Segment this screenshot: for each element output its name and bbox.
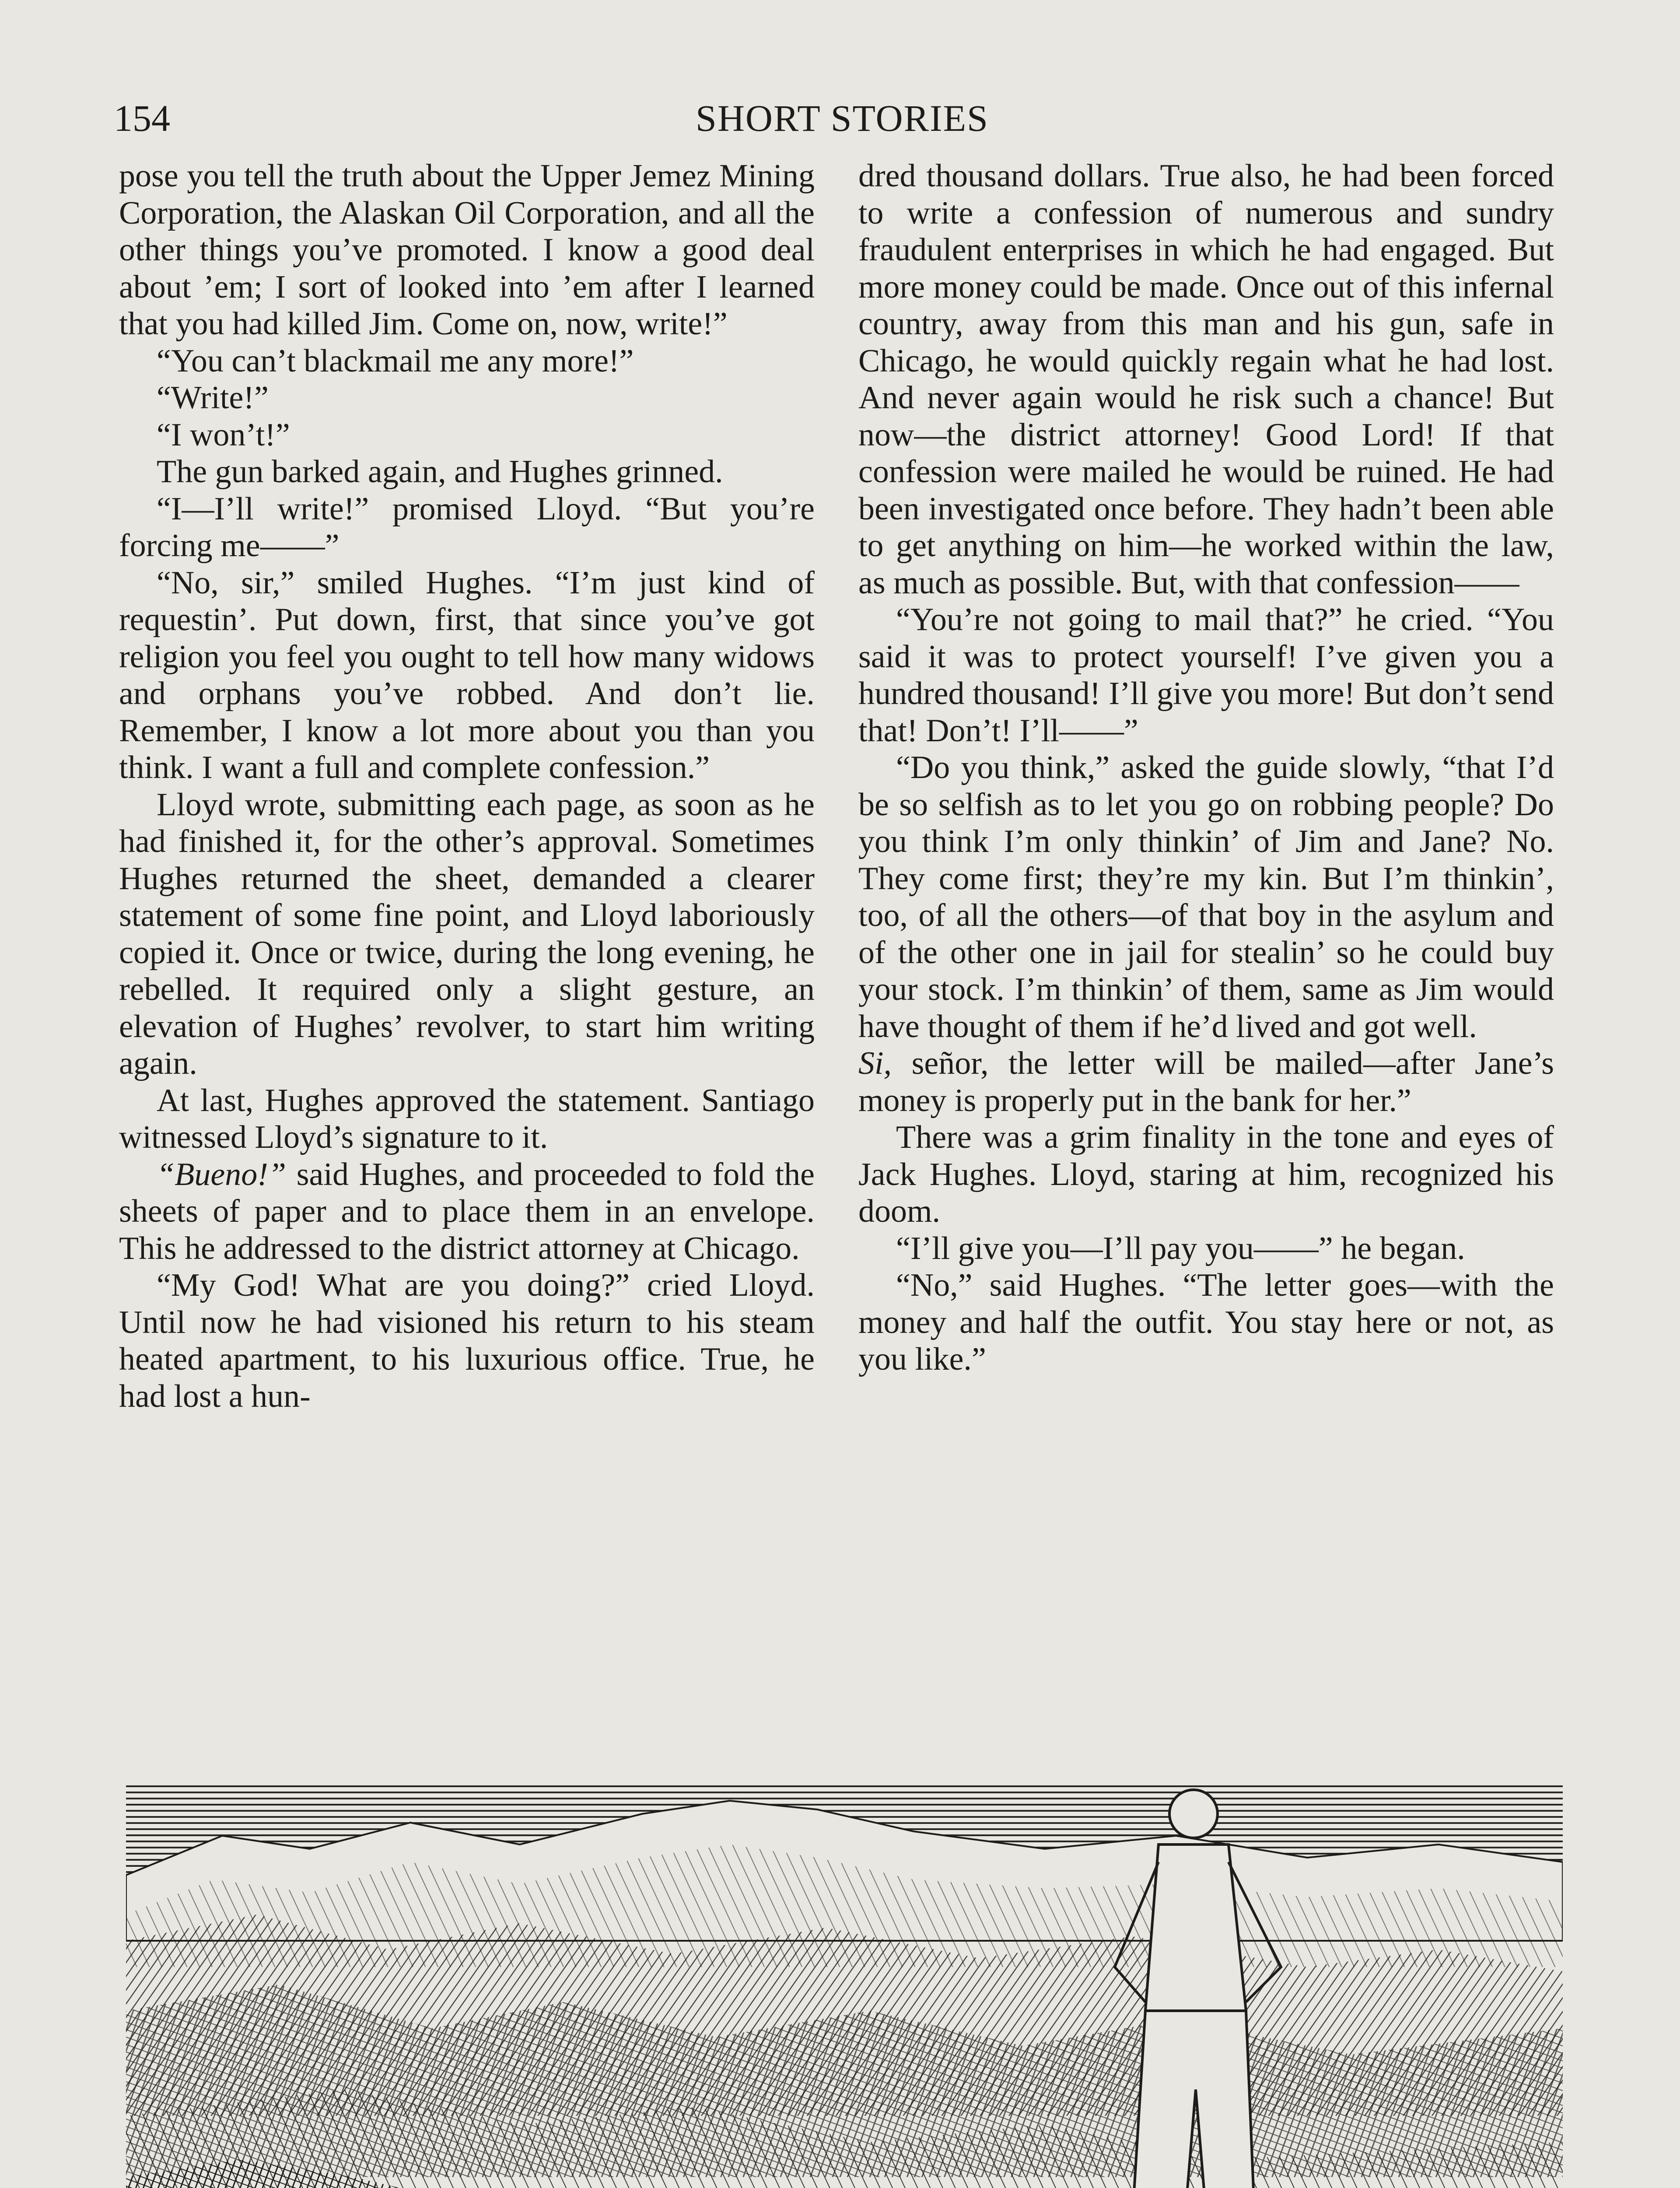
paragraph: “Do you think,” asked the guide slowly, “that I’d be so selfish as to let you go on robbing people? Do you think I’m only thinkin’ of Jim and Jane? No. They come first; they’re my kin. But I’m thinkin’, too, of all the others—of that boy in the asylum and of the other one in jail for stealin’ so he could buy your stock. I’m thinkin’ of them, same as Jim would have thought of them if he’d lived and got well. (858, 750, 1554, 1045)
paragraph: “No, sir,” smiled Hughes. “I’m just kind of requestin’. Put down, first, that since you’ve got religion you feel you ought to tell how many widows and orphans you’ve robbed. And don’t lie. Remember, I know a lot more about you than you think. I want a full and complete confession.” (119, 565, 815, 785)
paragraph-text: said Hughes, and proceeded to fold the sheets of paper and to place them in an envelope. This he addressed to the district attorney at Chicago. (119, 1156, 815, 1266)
page-number: 154 (114, 97, 170, 139)
italic-text: Si, (858, 1045, 892, 1081)
paragraph: Lloyd wrote, submitting each page, as soon as he had finished it, for the other’s approval. Sometimes Hughes returned the sheet, demanded a clearer statement of some fine point, and Lloyd laboriously copied it. Once or twice, during the long evening, he rebelled. It required only a slight gesture, an elevation of Hughes’ revolver, to start him writing again. (119, 786, 815, 1081)
paragraph: At last, Hughes approved the statement. Santiago witnessed Lloyd’s signature to it. (119, 1082, 815, 1155)
paragraph (119, 1156, 815, 1267)
paragraph (858, 1045, 1554, 1119)
paragraph: “You’re not going to mail that?” he cried. “You said it was to protect yourself! I’ve given you a hundred thousand! I’ll give you more! But don’t send that! Don’t! I’ll——” (858, 602, 1554, 749)
paragraph-text: señor, the letter will be mailed—after Jane’s money is properly put in the bank for her.” (858, 1045, 1554, 1119)
illustration-drawing (126, 1783, 1563, 2188)
running-head: SHORT STORIES (696, 97, 989, 139)
mountain-illustration (126, 1783, 1563, 2188)
paragraph: “No,” said Hughes. “The letter goes—with the money and half the outfit. You stay here or not, as you like.” (858, 1267, 1554, 1377)
right-column (858, 158, 1554, 1698)
paragraph: “My God! What are you doing?” cried Lloyd. Until now he had visioned his return to his steam heated apartment, to his luxurious office. True, he had lost a hun- (119, 1267, 815, 1414)
paragraph: “I—I’ll write!” promised Lloyd. “But you’re forcing me——” (119, 491, 815, 564)
paragraph: “I’ll give you—I’ll pay you——” he began. (896, 1230, 1465, 1266)
paragraph: dred thousand dollars. True also, he had been forced to write a confession of numerous and sundry fraudulent enterprises in which he had engaged. But more money could be made. Once out of this infernal country, away from this man and his gun, safe in Chicago, he would quickly regain what he had lost. And never again would he risk such a chance! But now—the district attorney! Good Lord! If that confession were mailed he would be ruined. He had been investigated once before. They hadn’t been able to get anything on him—he worked within the law, as much as possible. But, with that confession—— (858, 158, 1554, 601)
italic-text: “Bueno!” (157, 1156, 286, 1192)
paragraph: “You can’t blackmail me any more!” (157, 343, 634, 379)
paragraph: “I won’t!” (157, 417, 290, 453)
page-header (114, 94, 1571, 142)
left-column (119, 158, 815, 1698)
paragraph: There was a grim finality in the tone and eyes of Jack Hughes. Lloyd, staring at him, recognized his doom. (858, 1119, 1554, 1229)
paragraph: The gun barked again, and Hughes grinned. (157, 454, 723, 490)
paragraph: pose you tell the truth about the Upper Jemez Mining Corporation, the Alaskan Oil Corporation, and all the other things you’ve promoted. I know a good deal about ’em; I sort of looked into ’em after I learned that you had killed Jim. Come on, now, write!” (119, 158, 815, 342)
paragraph: “Write!” (157, 380, 269, 416)
